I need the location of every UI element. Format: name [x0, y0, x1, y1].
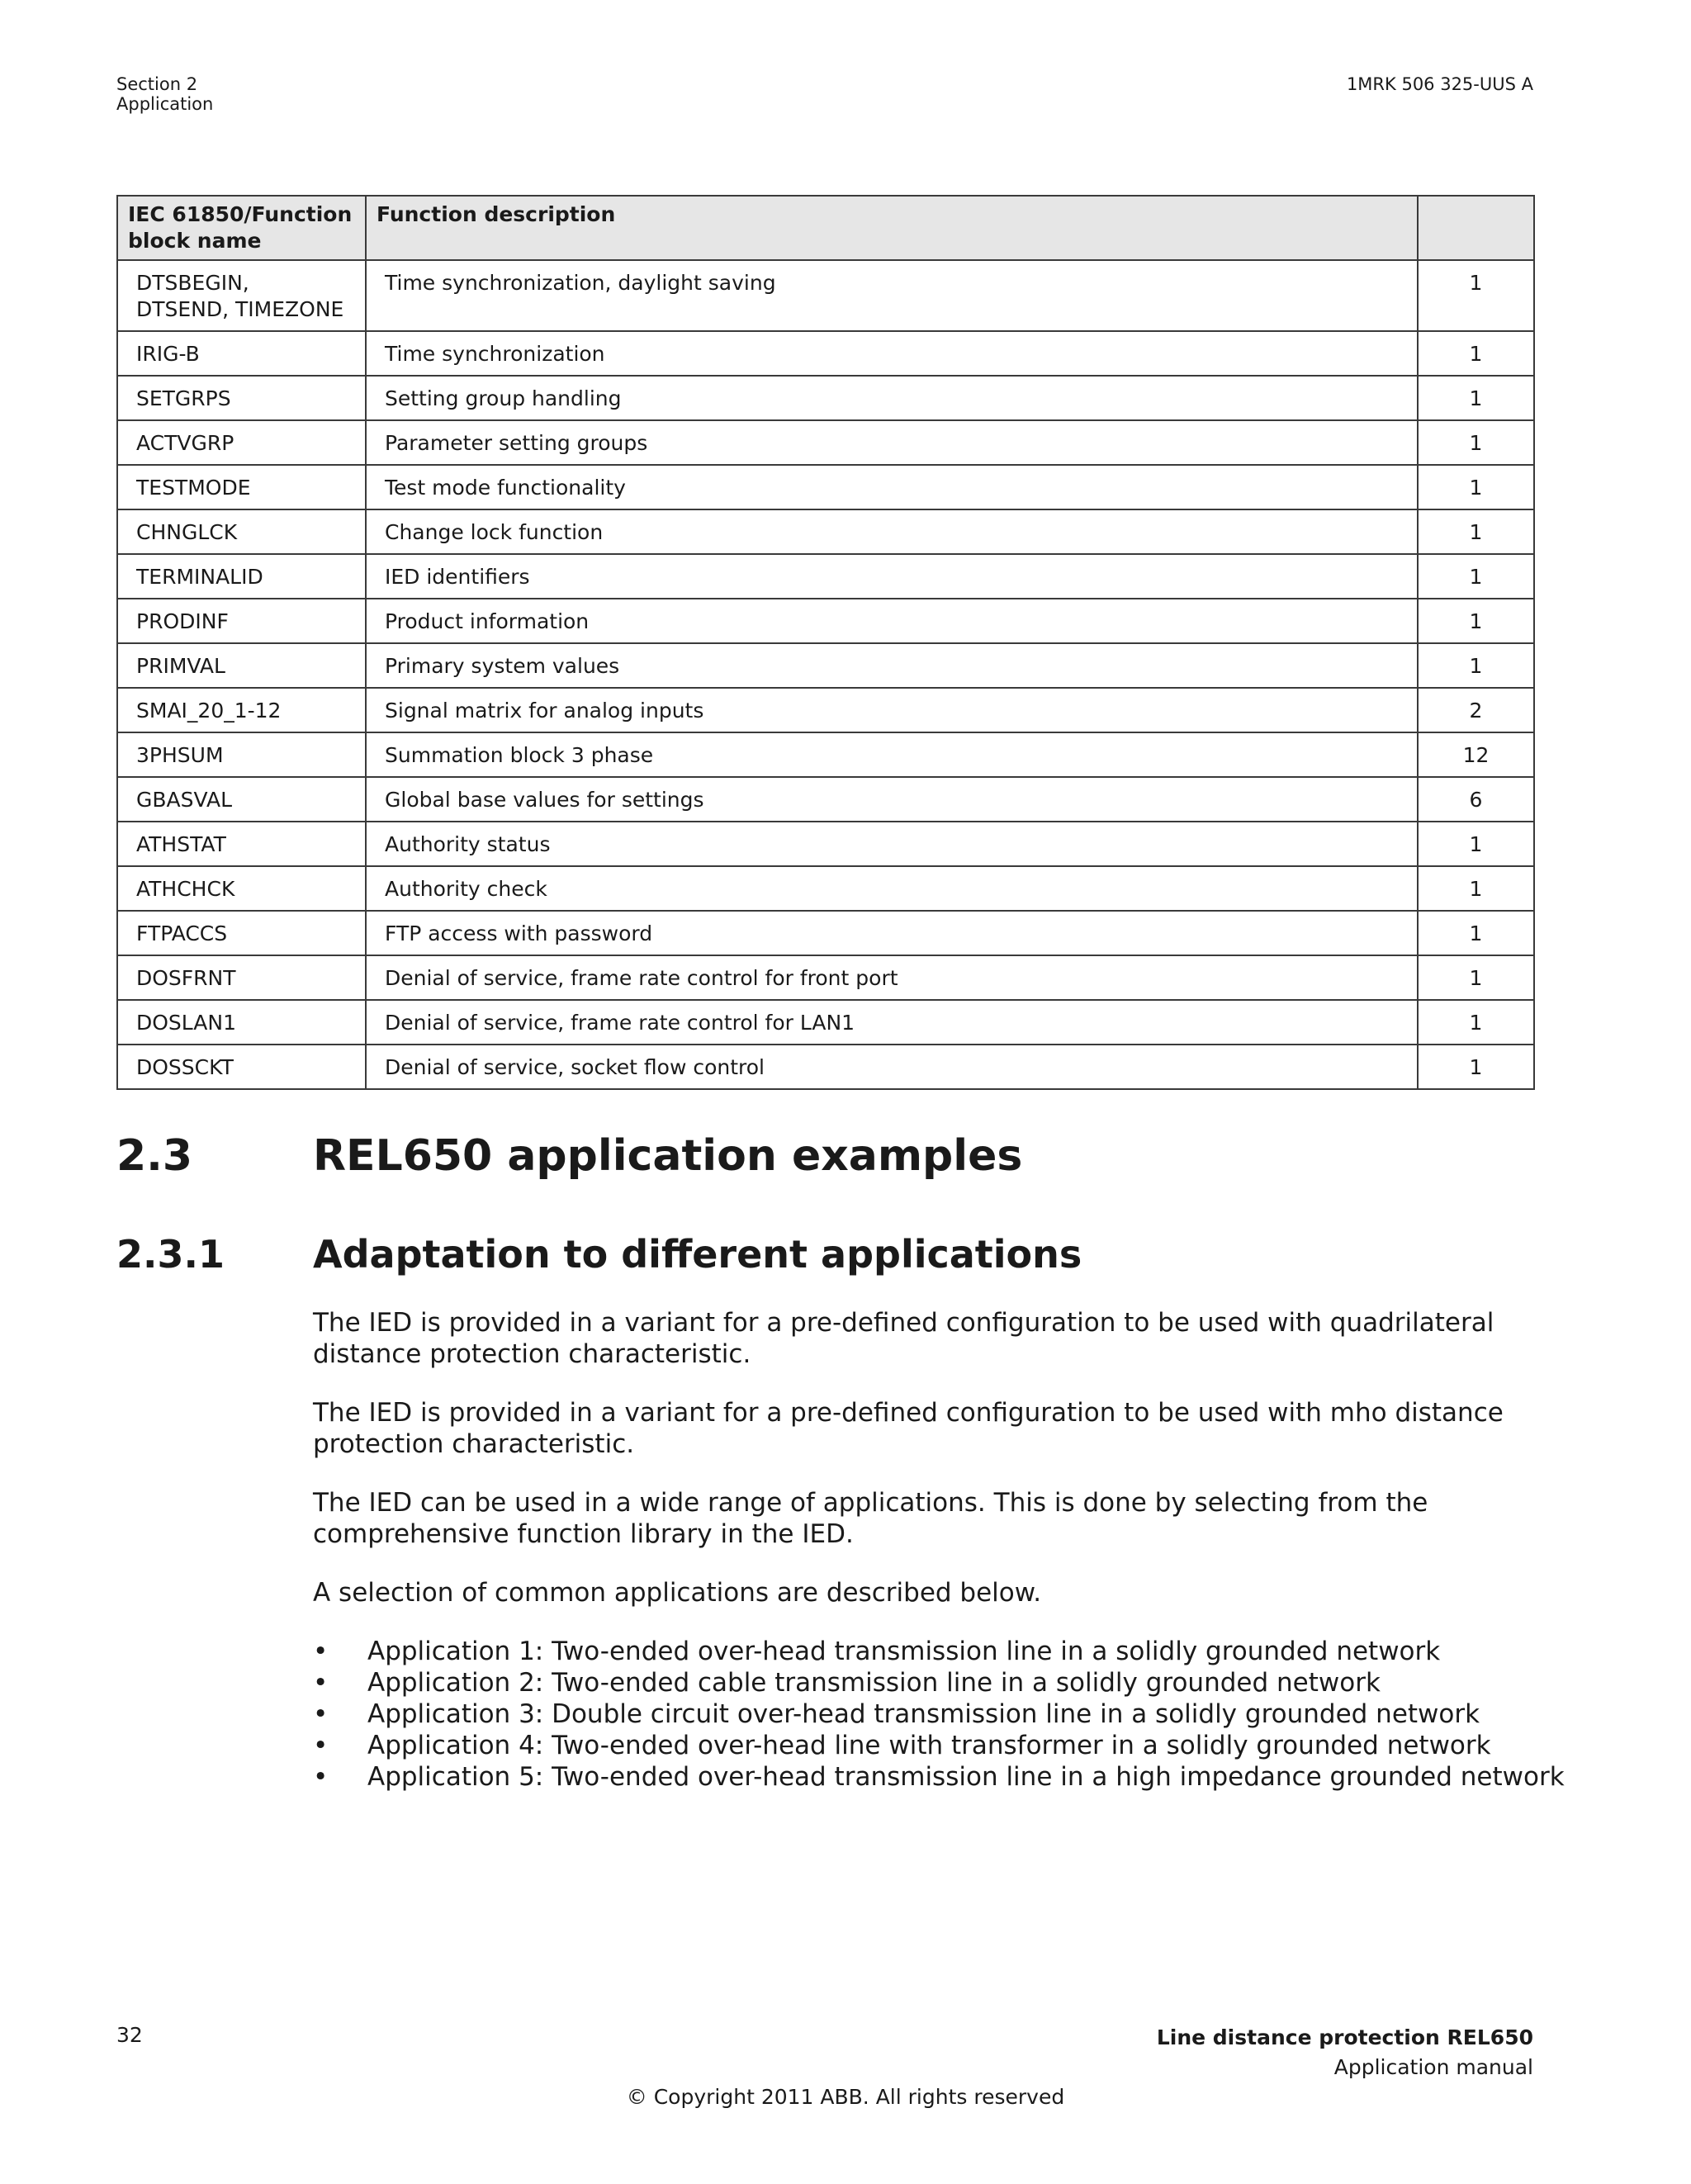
heading-section-2-3-1 [116, 1232, 1082, 1277]
cell-description: Time synchronization [366, 331, 1418, 376]
cell-description: Test mode functionality [366, 465, 1418, 509]
list-item-text: Application 2: Two-ended cable transmission line in a solidly grounded network [367, 1668, 1381, 1698]
table-row [117, 643, 1534, 688]
cell-quantity: 12 [1418, 732, 1534, 777]
cell-description: Time synchronization, daylight saving [366, 260, 1418, 331]
cell-description: Summation block 3 phase [366, 732, 1418, 777]
cell-quantity: 1 [1418, 376, 1534, 420]
cell-name: DOSLAN1 [117, 1000, 366, 1045]
cell-name: DOSSCKT [117, 1045, 366, 1089]
page-header-left [116, 74, 213, 114]
cell-quantity: 1 [1418, 465, 1534, 509]
bullet-icon: • [313, 1699, 329, 1729]
list-item-text: Application 3: Double circuit over-head transmission line in a solidly grounded network [367, 1699, 1480, 1729]
function-table [116, 195, 1535, 1090]
table-row [117, 1045, 1534, 1089]
list-item [313, 1730, 1551, 1761]
header-section: Section 2 [116, 74, 198, 94]
cell-description: Setting group handling [366, 376, 1418, 420]
cell-description: Denial of service, socket flow control [366, 1045, 1418, 1089]
cell-name: TERMINALID [117, 554, 366, 599]
application-list [313, 1636, 1565, 1793]
cell-quantity: 1 [1418, 911, 1534, 955]
heading-number: 2.3.1 [116, 1232, 225, 1277]
column-header-quantity [1418, 196, 1534, 260]
cell-description: Parameter setting groups [366, 420, 1418, 465]
table-row [117, 822, 1534, 866]
table-row [117, 599, 1534, 643]
table-row [117, 376, 1534, 420]
table-row [117, 777, 1534, 822]
cell-description: Denial of service, frame rate control for LAN1 [366, 1000, 1418, 1045]
cell-description: Signal matrix for analog inputs [366, 688, 1418, 732]
cell-quantity: 1 [1418, 822, 1534, 866]
cell-description: Global base values for settings [366, 777, 1418, 822]
bullet-icon: • [313, 1762, 329, 1792]
table-row [117, 420, 1534, 465]
cell-quantity: 2 [1418, 688, 1534, 732]
cell-quantity: 1 [1418, 599, 1534, 643]
cell-name: TESTMODE [117, 465, 366, 509]
cell-quantity: 1 [1418, 1000, 1534, 1045]
cell-description: FTP access with password [366, 911, 1418, 955]
cell-description: Authority check [366, 866, 1418, 911]
column-header-name: IEC 61850/Function block name [117, 196, 366, 260]
cell-name: PRIMVAL [117, 643, 366, 688]
cell-name: 3PHSUM [117, 732, 366, 777]
cell-quantity: 1 [1418, 331, 1534, 376]
header-doc-id: 1MRK 506 325-UUS A [1346, 74, 1533, 94]
page-number: 32 [116, 2023, 143, 2047]
bullet-icon: • [313, 1668, 329, 1698]
heading-section-2-3 [116, 1131, 1022, 1181]
cell-name: SETGRPS [117, 376, 366, 420]
table-header-row [117, 196, 1534, 260]
table-row [117, 554, 1534, 599]
cell-name: CHNGLCK [117, 509, 366, 554]
cell-quantity: 1 [1418, 866, 1534, 911]
body-text [313, 1307, 1565, 1793]
cell-quantity: 1 [1418, 554, 1534, 599]
table-row [117, 688, 1534, 732]
cell-description: IED identifiers [366, 554, 1418, 599]
table-row [117, 911, 1534, 955]
cell-name: SMAI_20_1-12 [117, 688, 366, 732]
heading-title: Adaptation to different applications [313, 1232, 1082, 1277]
list-item-text: Application 5: Two-ended over-head transmission line in a high impedance grounded network [367, 1762, 1565, 1792]
copyright: © Copyright 2011 ABB. All rights reserved [626, 2085, 1065, 2109]
cell-name: DTSBEGIN, DTSEND, TIMEZONE [117, 260, 366, 331]
table-row [117, 465, 1534, 509]
cell-quantity: 1 [1418, 955, 1534, 1000]
list-item [313, 1667, 1551, 1698]
paragraph: A selection of common applications are described below. [313, 1578, 1042, 1608]
cell-quantity: 1 [1418, 260, 1534, 331]
cell-name: FTPACCS [117, 911, 366, 955]
cell-quantity: 1 [1418, 1045, 1534, 1089]
list-item-text: Application 4: Two-ended over-head line with transformer in a solidly grounded network [367, 1731, 1491, 1760]
column-header-description: Function description [366, 196, 1418, 260]
list-item [313, 1636, 1551, 1667]
cell-name: DOSFRNT [117, 955, 366, 1000]
paragraph: The IED is provided in a variant for a pre-defined configuration to be used with mho distance protection characteristic. [313, 1398, 1504, 1459]
heading-number: 2.3 [116, 1131, 193, 1181]
table-row [117, 955, 1534, 1000]
cell-name: PRODINF [117, 599, 366, 643]
list-item-text: Application 1: Two-ended over-head transmission line in a solidly grounded network [367, 1637, 1441, 1666]
cell-quantity: 1 [1418, 420, 1534, 465]
cell-description: Authority status [366, 822, 1418, 866]
cell-name: IRIG-B [117, 331, 366, 376]
page-footer-right [1157, 2023, 1533, 2082]
table-row [117, 732, 1534, 777]
table-row [117, 331, 1534, 376]
cell-name: ATHSTAT [117, 822, 366, 866]
bullet-icon: • [313, 1637, 329, 1666]
footer-product: Line distance protection REL650 [1156, 2025, 1533, 2049]
table-row [117, 866, 1534, 911]
list-item [313, 1698, 1551, 1730]
header-chapter: Application [116, 94, 214, 114]
cell-quantity: 1 [1418, 643, 1534, 688]
cell-description: Product information [366, 599, 1418, 643]
cell-quantity: 1 [1418, 509, 1534, 554]
bullet-icon: • [313, 1731, 329, 1760]
cell-description: Denial of service, frame rate control for front port [366, 955, 1418, 1000]
cell-name: ACTVGRP [117, 420, 366, 465]
cell-description: Primary system values [366, 643, 1418, 688]
paragraph: The IED is provided in a variant for a pre-defined configuration to be used with quadrilateral distance protection characteristic. [313, 1308, 1494, 1369]
cell-name: ATHCHCK [117, 866, 366, 911]
cell-quantity: 6 [1418, 777, 1534, 822]
heading-title: REL650 application examples [313, 1131, 1023, 1181]
table-row [117, 1000, 1534, 1045]
table-row [117, 509, 1534, 554]
table-row [117, 260, 1534, 331]
cell-description: Change lock function [366, 509, 1418, 554]
paragraph: The IED can be used in a wide range of applications. This is done by selecting from the comprehensive function library in the IED. [313, 1488, 1428, 1549]
list-item [313, 1761, 1565, 1793]
cell-name: GBASVAL [117, 777, 366, 822]
footer-manual: Application manual [1333, 2055, 1533, 2079]
